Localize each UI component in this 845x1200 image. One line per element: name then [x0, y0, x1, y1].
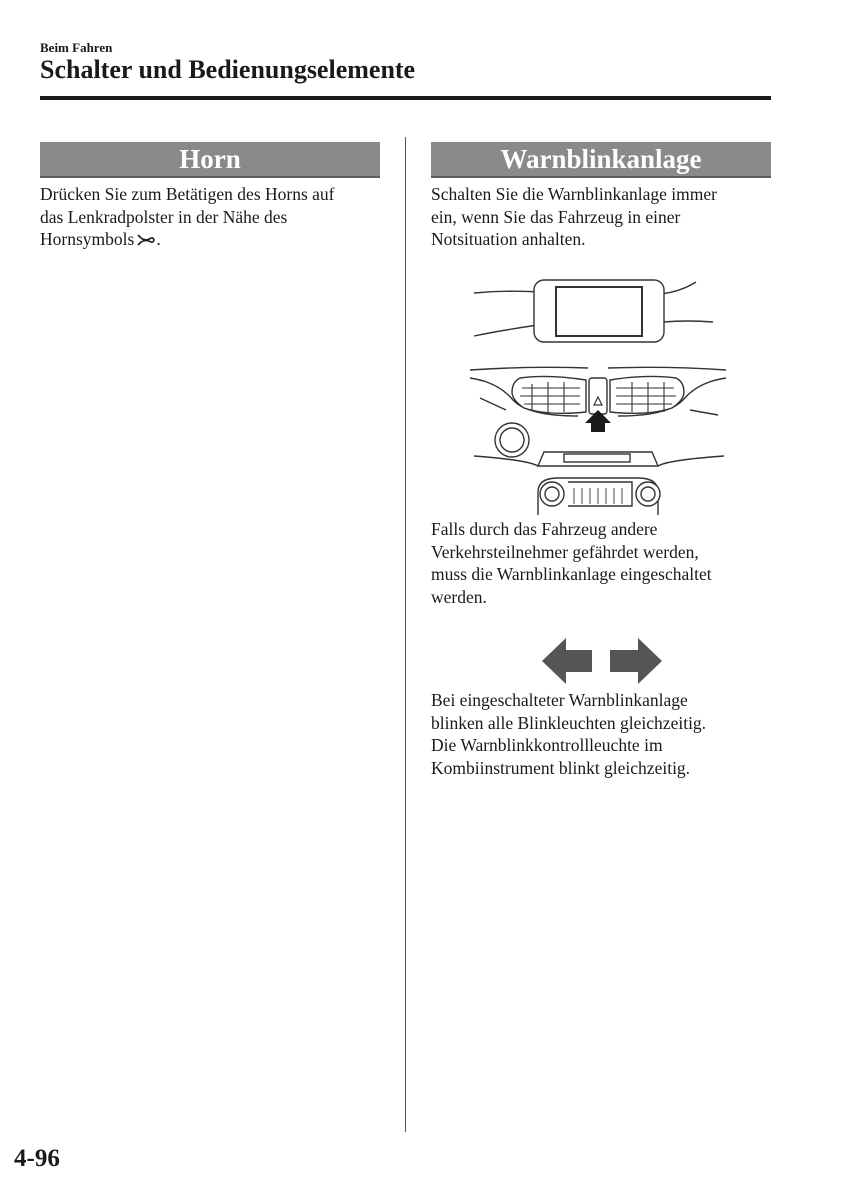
horn-trailing-punct: .: [156, 229, 161, 249]
warnblink-danger-line-2: Verkehrsteilnehmer gefährdet werden,: [431, 541, 699, 562]
warnblink-result-line-3: Die Warnblinkkontrollleuchte im: [431, 735, 663, 755]
column-divider: [405, 137, 406, 1132]
warnblink-result-line-1: Bei eingeschalteter Warnblinkanlage: [431, 690, 688, 710]
horn-line-3: [40, 228, 385, 253]
warnblink-intro-line-3: Notsituation anhalten.: [431, 229, 586, 249]
hazard-switch-dashboard-illustration: [468, 270, 728, 520]
horn-paragraph: [40, 183, 385, 253]
horn-heading-text: Horn: [179, 143, 241, 174]
warnblink-danger-paragraph: [431, 518, 771, 608]
warnblink-section-heading: [431, 142, 771, 178]
warnblink-danger-line-1: Falls durch das Fahrzeug andere: [431, 519, 658, 539]
page-title: Schalter und Bedienungselemente: [40, 55, 416, 84]
breadcrumb: Beim Fahren: [40, 40, 113, 55]
warnblink-danger-line-3: muss die Warnblinkanlage eingeschaltet: [431, 564, 712, 584]
warnblink-intro-paragraph: [431, 183, 771, 251]
warnblink-result-line-2: blinken alle Blinkleuchten gleichzeitig.: [431, 712, 707, 733]
warnblink-danger-line-4: werden.: [431, 586, 487, 607]
warnblink-heading-text: Warnblinkanlage: [500, 143, 702, 174]
page-number: 4-96: [14, 1145, 60, 1172]
warnblink-result-paragraph: [431, 689, 771, 779]
warnblink-intro-line-2: ein, wenn Sie das Fahrzeug in einer: [431, 206, 681, 227]
horn-section-heading: [40, 142, 380, 178]
horn-line-2: das Lenkradpolster in der Nähe des: [40, 206, 288, 227]
warnblink-result-line-4: Kombiinstrument blinkt gleichzeitig.: [431, 757, 691, 778]
title-rule: [40, 96, 771, 100]
warnblink-intro-line-1: Schalten Sie die Warnblinkanlage immer: [431, 184, 717, 204]
horn-symbol-icon: [136, 230, 156, 253]
horn-line-1: Drücken Sie zum Betätigen des Horns auf: [40, 184, 335, 204]
horn-line-3-text: Hornsymbols: [40, 229, 135, 249]
hazard-indicator-arrows-icon: [540, 635, 664, 692]
